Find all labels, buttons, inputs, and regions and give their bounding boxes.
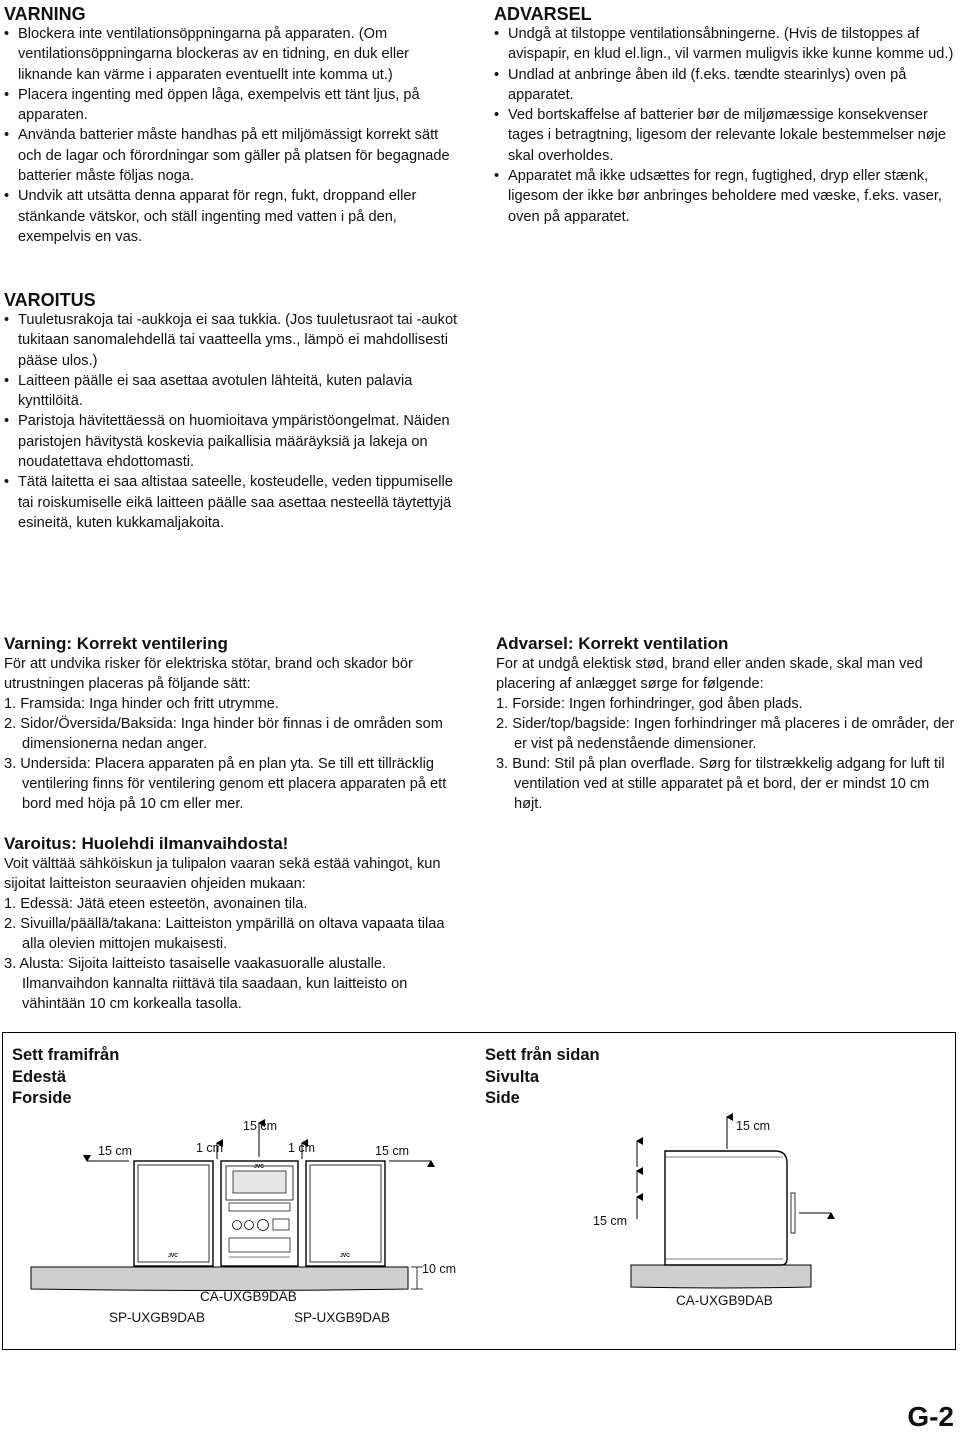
svg-text:JVC: JVC: [254, 1164, 264, 1170]
dim-right-gap: 1 cm: [288, 1141, 316, 1155]
list-item: 2. Sivuilla/päällä/takana: Laitteiston ympärillä on oltava vapaata tilaa alla olevien mittojen mukaisesti.: [4, 916, 445, 952]
front-view-label-fi: Edestä: [12, 1067, 67, 1086]
svg-text:JVC: JVC: [340, 1253, 350, 1259]
ventilation-sv-title: Varning: Korrekt ventilering: [4, 634, 228, 653]
list-item: • Undlad at anbringe åben ild (f.eks. tændte stearinlys) oven på apparatet.: [494, 65, 956, 106]
list-item: 3. Undersida: Placera apparaten på en plan yta. Se till ett tillräcklig ventilering finns för ventilering genom ett placera apparaten på ett bord med höja på 10 cm eller mer.: [4, 756, 447, 812]
ventilation-da-list: [496, 694, 956, 814]
dim-table-height: 10 cm: [422, 1262, 457, 1276]
list-item: 1. Edessä: Jätä eteen esteetön, avonainen tila.: [4, 896, 308, 912]
list-item: • Placera ingenting med öppen låga, exempelvis ett tänt ljus, på apparaten.: [4, 85, 464, 126]
list-item: 1. Forside: Ingen forhindringer, god åben plads.: [496, 696, 803, 712]
list-item: • Apparatet må ikke udsættes for regn, fugtighed, dryp eller stænk, ligesom der ikke bør anbringes beholdere med væske, f.eks. vaser, oven på apparatet.: [494, 166, 956, 227]
ventilation-fi: [4, 834, 466, 1014]
warning-da-heading: ADVARSEL: [494, 4, 592, 24]
ventilation-fi-list: [4, 894, 466, 1014]
model-center-unit: CA-UXGB9DAB: [200, 1289, 297, 1304]
list-item: • Blockera inte ventilationsöppningarna på apparaten. (Om ventilationsöppningarna blockeras av en tidning, en duk eller liknande kan värme i apparaten eventuellt inte komma ut.): [4, 24, 464, 85]
side-floor: [631, 1265, 811, 1288]
warning-da-list: [494, 24, 956, 227]
ventilation-fi-intro: Voit välttää sähköiskun ja tulipalon vaaran sekä estää vahingot, kun sijoitat laitteiston seuraavien ohjeiden mukaan:: [4, 856, 441, 892]
dim-right-clearance: 15 cm: [375, 1144, 410, 1158]
side-unit: [665, 1151, 795, 1265]
list-item: • Tuuletusrakoja tai -aukkoja ei saa tukkia. (Jos tuuletusraot tai -aukot tukitaan sanomalehdellä tai vaatteella yms., lämpö ei mahdollisesti pääse ulos.): [4, 310, 464, 371]
ventilation-sv: [4, 634, 466, 814]
dim-side-rear: 15 cm: [593, 1214, 628, 1228]
dim-left-gap: 1 cm: [196, 1141, 224, 1155]
warning-sv: [4, 4, 464, 247]
ventilation-fi-title: Varoitus: Huolehdi ilmanvaihdosta!: [4, 834, 289, 853]
ventilation-da-title: Advarsel: Korrekt ventilation: [496, 634, 729, 653]
model-side-unit: CA-UXGB9DAB: [676, 1293, 773, 1308]
front-view-label-sv: Sett framifrån: [12, 1046, 120, 1064]
list-item: 2. Sidor/Översida/Baksida: Inga hinder bör finnas i de områden som dimensionerna nedan anger.: [4, 716, 443, 752]
front-view-label: [12, 1045, 119, 1110]
model-right-speaker: SP-UXGB9DAB: [294, 1310, 391, 1325]
ventilation-da-intro: For at undgå elektisk stød, brand eller anden skade, skal man ved placering af anlægget sørge for følgende:: [496, 656, 923, 692]
front-view-label-da: Forside: [12, 1089, 72, 1107]
list-item: • Paristoja hävitettäessä on huomioitava ympäristöongelmat. Näiden paristojen hävitystä koskevia paikallisia määräyksiä ja lakeja on noudatettava ehdottomasti.: [4, 411, 464, 472]
right-speaker: [306, 1161, 385, 1266]
list-item: • Laitteen päälle ei saa asettaa avotulen lähteitä, kuten palavia kynttilöitä.: [4, 371, 464, 412]
placement-diagram: [2, 1032, 956, 1350]
list-item: • Tätä laitetta ei saa altistaa sateelle, kosteudelle, veden tippumiselle tai roiskumiselle eikä laitteen päälle saa asettaa nesteellä täytettyjä esineitä, kuten kukkamaljakoita.: [4, 472, 464, 533]
list-item: • Undvik att utsätta denna apparat för regn, fukt, droppand eller stänkande vätskor, och ställ ingenting med vatten i på den, exempelvis en vas.: [4, 186, 464, 247]
warning-fi-list: [4, 310, 464, 533]
warning-sv-heading: VARNING: [4, 4, 86, 24]
side-view-label-fi: Sivulta: [485, 1067, 540, 1086]
list-item: • Ved bortskaffelse af batterier bør de miljømæssige konsekvenser tages i betragtning, ligesom der relevante lokale bestemmelser nøje skal overholdes.: [494, 105, 956, 166]
list-item: 3. Alusta: Sijoita laitteisto tasaiselle vaakasuoralle alustalle. Ilmanvaihdon kannalta riittävä tila saadaan, kun laitteisto on vähintään 10 cm korkealla tasolla.: [4, 956, 408, 1012]
list-item: • Undgå at tilstoppe ventilationsåbningerne. (Hvis de tilstoppes af avispapir, en klud el.lign., vil varmen muligvis ikke kunne komme ud.): [494, 24, 956, 65]
dim-top-clearance: 15 cm: [243, 1119, 278, 1133]
side-view-label: [485, 1045, 600, 1110]
ventilation-da: [496, 634, 956, 814]
front-floor: [31, 1267, 408, 1291]
warning-da: [494, 4, 956, 227]
list-item: • Använda batterier måste handhas på ett miljömässigt korrekt sätt och de lagar och förordningar som gäller på platsen för begagnade batterier måste följas noga.: [4, 125, 464, 186]
side-view-label-sv: Sett från sidan: [485, 1046, 600, 1064]
ventilation-sv-list: [4, 694, 466, 814]
model-left-speaker: SP-UXGB9DAB: [109, 1310, 206, 1325]
ventilation-sv-intro: För att undvika risker för elektriska stötar, brand och skador bör utrustningen placeras på följande sätt:: [4, 656, 413, 692]
svg-text:JVC: JVC: [168, 1253, 178, 1259]
warning-sv-list: [4, 24, 464, 247]
center-unit: [221, 1161, 298, 1266]
list-item: 1. Framsida: Inga hinder och fritt utrymme.: [4, 696, 279, 712]
dim-left-clearance: 15 cm: [98, 1144, 133, 1158]
left-speaker: [134, 1161, 213, 1266]
list-item: 3. Bund: Stil på plan overflade. Sørg for tilstrækkelig adgang for luft til ventilation ved at stille apparatet på et bord, der er mindst 10 cm højt.: [496, 756, 945, 812]
warning-fi: [4, 290, 464, 533]
side-view-label-da: Side: [485, 1089, 520, 1107]
placement-diagram-drawing: [3, 1033, 955, 1349]
dim-side-top: 15 cm: [736, 1119, 771, 1133]
warning-fi-heading: VAROITUS: [4, 290, 96, 310]
list-item: 2. Sider/top/bagside: Ingen forhindringer må placeres i de områder, der er vist på nedenstående dimensioner.: [496, 716, 955, 752]
page-number: G-2: [907, 1401, 954, 1432]
